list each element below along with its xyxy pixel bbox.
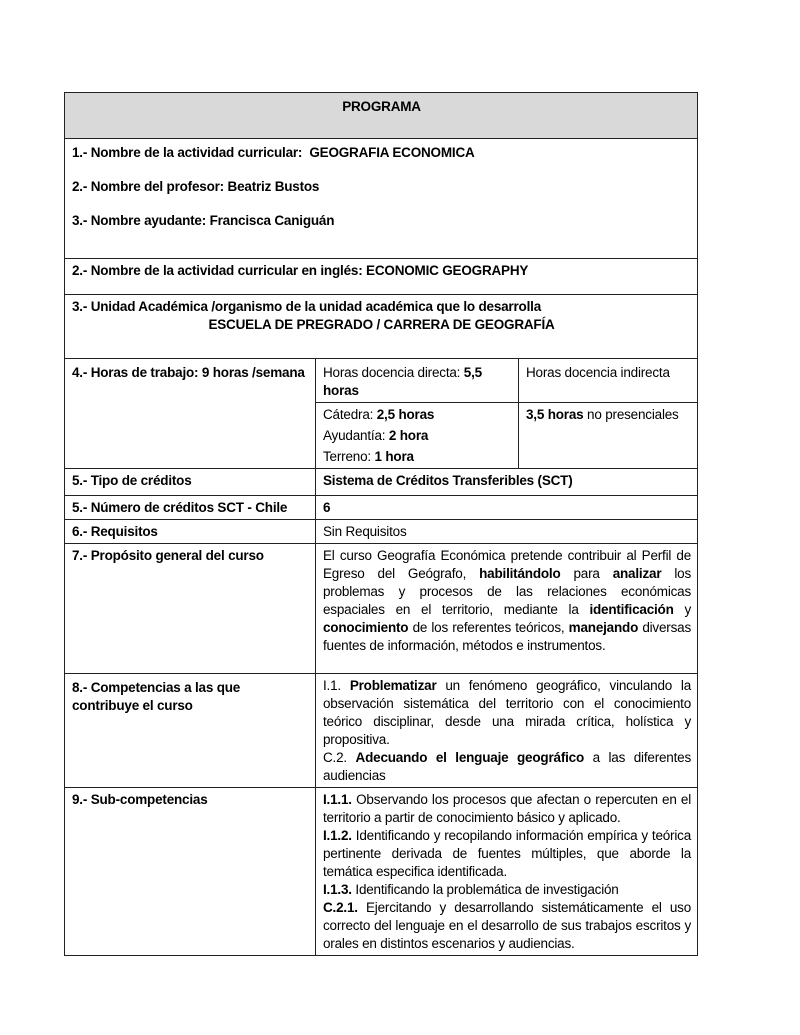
- non-presential-value: 3,5 horas: [526, 407, 584, 422]
- competency-i1-bold: Problematizar: [349, 678, 437, 693]
- section-8-row: [65, 674, 698, 788]
- section-5b-row: [65, 496, 698, 520]
- purpose-b4: conocimiento: [323, 620, 409, 635]
- purpose-t2: para: [573, 566, 600, 581]
- competency-c2-code: C.2.: [323, 750, 347, 765]
- terreno-value: 1 hora: [374, 449, 414, 464]
- list-item: [323, 827, 691, 881]
- competency-c2: [323, 749, 691, 785]
- header-row: [65, 93, 698, 139]
- purpose-t5: de los referentes teóricos,: [412, 620, 565, 635]
- section-9-row: [65, 788, 698, 956]
- sub-competencies-cell: [316, 788, 698, 956]
- purpose-b3: identificación: [589, 602, 674, 617]
- competency-i1-code: I.1.: [323, 678, 341, 693]
- catedra-value: 2,5 horas: [376, 407, 435, 422]
- catedra-label: Cátedra:: [323, 407, 374, 422]
- hours-breakdown-cell: [316, 403, 519, 469]
- non-presential-label: no presenciales: [587, 407, 679, 422]
- sub-competency-text: Ejercitando y desarrollando sistemáticamente el uso correcto del lenguaje en el desarrollo de sus trabajos escritos y orales en distintos escenarios y audiencias.: [323, 900, 692, 951]
- course-name-label: 1.- Nombre de la actividad curricular:: [72, 145, 303, 160]
- non-presential-cell: [519, 403, 698, 469]
- english-name-line: 2.- Nombre de la actividad curricular en inglés: ECONOMIC GEOGRAPHY: [65, 259, 698, 295]
- direct-hours-value: 5,5 horas: [323, 365, 482, 398]
- credit-number-value: 6: [316, 496, 698, 520]
- list-item: [323, 899, 691, 953]
- purpose-text: [316, 544, 698, 674]
- ayudantia-label: Ayudantía:: [323, 428, 386, 443]
- list-item: [323, 791, 691, 827]
- direct-hours-cell: [316, 359, 519, 403]
- purpose-t4: y: [684, 602, 692, 617]
- competency-i1: [323, 677, 691, 749]
- credit-type-label: 5.- Tipo de créditos: [65, 469, 316, 496]
- purpose-t1: El curso Geografía Económica pretende contribuir al Perfil de Egreso del Geógrafo,: [323, 548, 692, 581]
- credit-number-label: 5.- Número de créditos SCT - Chile: [65, 496, 316, 520]
- section-5a-row: [65, 469, 698, 496]
- sub-competencies-label: 9.- Sub-competencias: [65, 788, 316, 956]
- purpose-b5: manejando: [568, 620, 639, 635]
- section-4-row-a: [65, 359, 698, 403]
- competencies-cell: [316, 674, 698, 788]
- section-7-row: [65, 544, 698, 674]
- sub-competency-code: I.1.1.: [323, 792, 352, 807]
- sub-competency-code: C.2.1.: [323, 900, 358, 915]
- competency-c2-bold: Adecuando el lenguaje geográfico: [355, 750, 585, 765]
- sub-competency-code: I.1.2.: [323, 828, 352, 843]
- academic-unit-value: ESCUELA DE PREGRADO / CARRERA DE GEOGRAFÍA: [208, 317, 555, 332]
- terreno-label: Terreno:: [323, 449, 371, 464]
- direct-hours-label: Horas docencia directa:: [323, 365, 461, 380]
- page-title: PROGRAMA: [65, 93, 698, 139]
- terreno-line: [323, 448, 512, 466]
- section-3-cell: [65, 295, 698, 359]
- course-name-value: GEOGRAFIA ECONOMICA: [309, 145, 475, 160]
- purpose-b1: habilitándolo: [479, 566, 561, 581]
- ayudantia-line: [323, 427, 512, 445]
- purpose-t3: los problemas y procesos de las relaciones económicas espaciales en el territorio, mediante la: [323, 566, 692, 617]
- sub-competency-text: Identificando y recopilando información empírica y teórica pertinente derivada de fuentes múltiples, que aborde la temática especifica identificada.: [323, 828, 692, 879]
- section-6-row: [65, 520, 698, 544]
- purpose-t6: diversas fuentes de información, métodos e instrumentos.: [323, 620, 691, 653]
- course-name-line: [72, 144, 691, 162]
- section-1-row: [65, 139, 698, 259]
- assistant-line: 3.- Nombre ayudante: Francisca Caniguán: [72, 213, 335, 228]
- purpose-b2: analizar: [612, 566, 662, 581]
- sub-competency-text: Observando los procesos que afectan o repercuten en el territorio a partir de conocimiento básico y aplicado.: [323, 792, 692, 825]
- requirements-value: Sin Requisitos: [316, 520, 698, 544]
- credit-type-value: Sistema de Créditos Transferibles (SCT): [316, 469, 698, 496]
- list-item: [323, 881, 691, 899]
- work-hours-label: 4.- Horas de trabajo: 9 horas /semana: [65, 359, 316, 469]
- competencies-label: 8.- Competencias a las que contribuye el curso: [65, 674, 316, 788]
- competency-c2-text: a las diferentes audiencias: [323, 750, 692, 783]
- section-2-row: [65, 259, 698, 295]
- requirements-label: 6.- Requisitos: [65, 520, 316, 544]
- program-table: [64, 92, 698, 956]
- competency-i1-text: un fenómeno geográfico, vinculando la observación sistemática del territorio con el conocimiento teórico disciplinar, desde una mirada crítica, holística y propositiva.: [323, 678, 692, 747]
- section-1-cell: [65, 139, 698, 259]
- sub-competency-text: Identificando la problemática de investigación: [355, 882, 619, 897]
- professor-line: 2.- Nombre del profesor: Beatriz Bustos: [72, 179, 320, 194]
- catedra-line: [323, 406, 512, 424]
- academic-unit-label: 3.- Unidad Académica /organismo de la unidad académica que lo desarrolla: [72, 299, 541, 314]
- indirect-hours-label: Horas docencia indirecta: [519, 359, 698, 403]
- sub-competency-code: I.1.3.: [323, 882, 352, 897]
- ayudantia-value: 2 hora: [388, 428, 429, 443]
- purpose-label: 7.- Propósito general del curso: [65, 544, 316, 674]
- section-3-row: [65, 295, 698, 359]
- program-document: [64, 92, 697, 956]
